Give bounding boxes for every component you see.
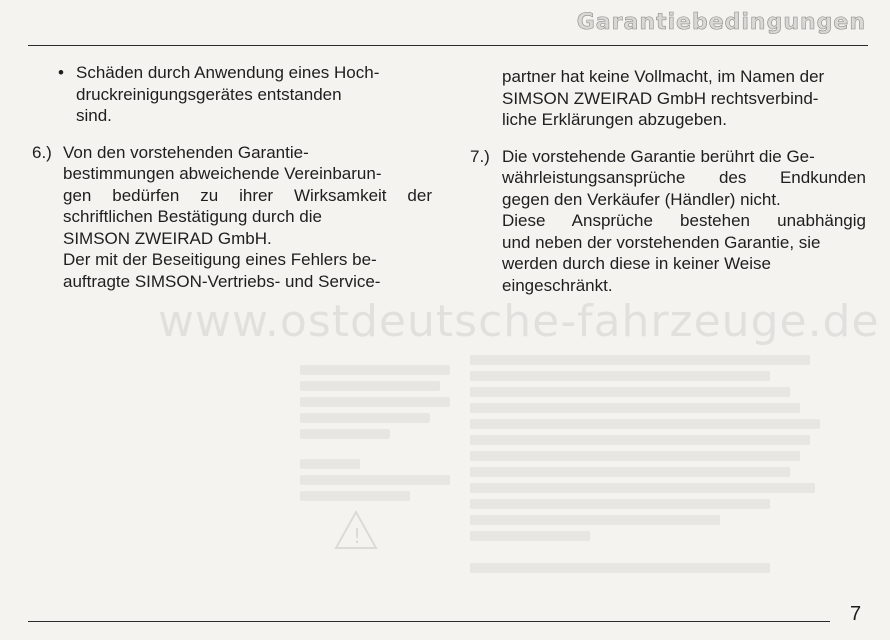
bullet-icon: • [58,63,64,82]
item-number: 7.) [470,146,490,166]
text-line: Diese Ansprüche bestehen unabhängig [502,211,866,230]
bullet-text [76,62,432,127]
continuation-text [470,66,866,131]
page-header-title: Garantiebedingungen [576,10,866,35]
text-line: SIMSON ZWEIRAD GmbH. [63,228,272,248]
text-line: partner hat keine Vollmacht, im Namen der [502,67,825,86]
item-text [63,142,432,293]
text-line: gen bedürfen zu ihrer Wirksamkeit der [63,185,432,205]
warning-triangle-icon [334,510,378,550]
text-line: liche Erklärungen abzugeben. [502,110,727,129]
text-line: währleistungsansprüche des Endkunden [502,168,866,187]
text-line: Schäden durch Anwendung eines Hoch- [76,63,380,82]
text-line: gegen den Verkäufer (Händler) nicht. [502,189,781,209]
condition-item-6 [32,142,432,293]
page-number: 7 [850,603,862,625]
svg-text:!: ! [353,524,362,548]
footer-rule [28,621,830,622]
right-column [470,66,866,296]
bleed-through-right [470,350,830,579]
text-line: Der mit der Beseitigung eines Fehlers be- [63,250,377,269]
item-text [502,146,866,297]
text-line: druckreinigungsgerätes entstanden [76,84,342,104]
text-line: sind. [76,106,112,125]
bleed-through-left [300,360,460,507]
text-line: eingeschränkt. [502,275,613,295]
text-line: schriftlichen Bestätigung durch die [63,207,322,226]
text-line: und neben der vorstehenden Garantie, sie [502,232,821,252]
item-number: 6.) [32,142,52,162]
header-rule [28,45,868,46]
text-line: bestimmungen abweichende Vereinbarun- [63,164,382,183]
text-line: Die vorstehende Garantie berührt die Ge- [502,146,815,166]
text-line: werden durch diese in keiner Weise [502,254,771,273]
text-line: SIMSON ZWEIRAD GmbH rechtsverbind- [502,88,819,108]
left-column [32,62,432,292]
text-line: Von den vorstehenden Garantie- [63,142,309,162]
condition-item-7 [470,146,866,297]
text-line: auftragte SIMSON-Vertriebs- und Service- [63,271,381,291]
bullet-item-pressure-washer [58,62,432,127]
watermark-url: www.ostdeutsche-fahrzeuge.de [158,296,880,347]
